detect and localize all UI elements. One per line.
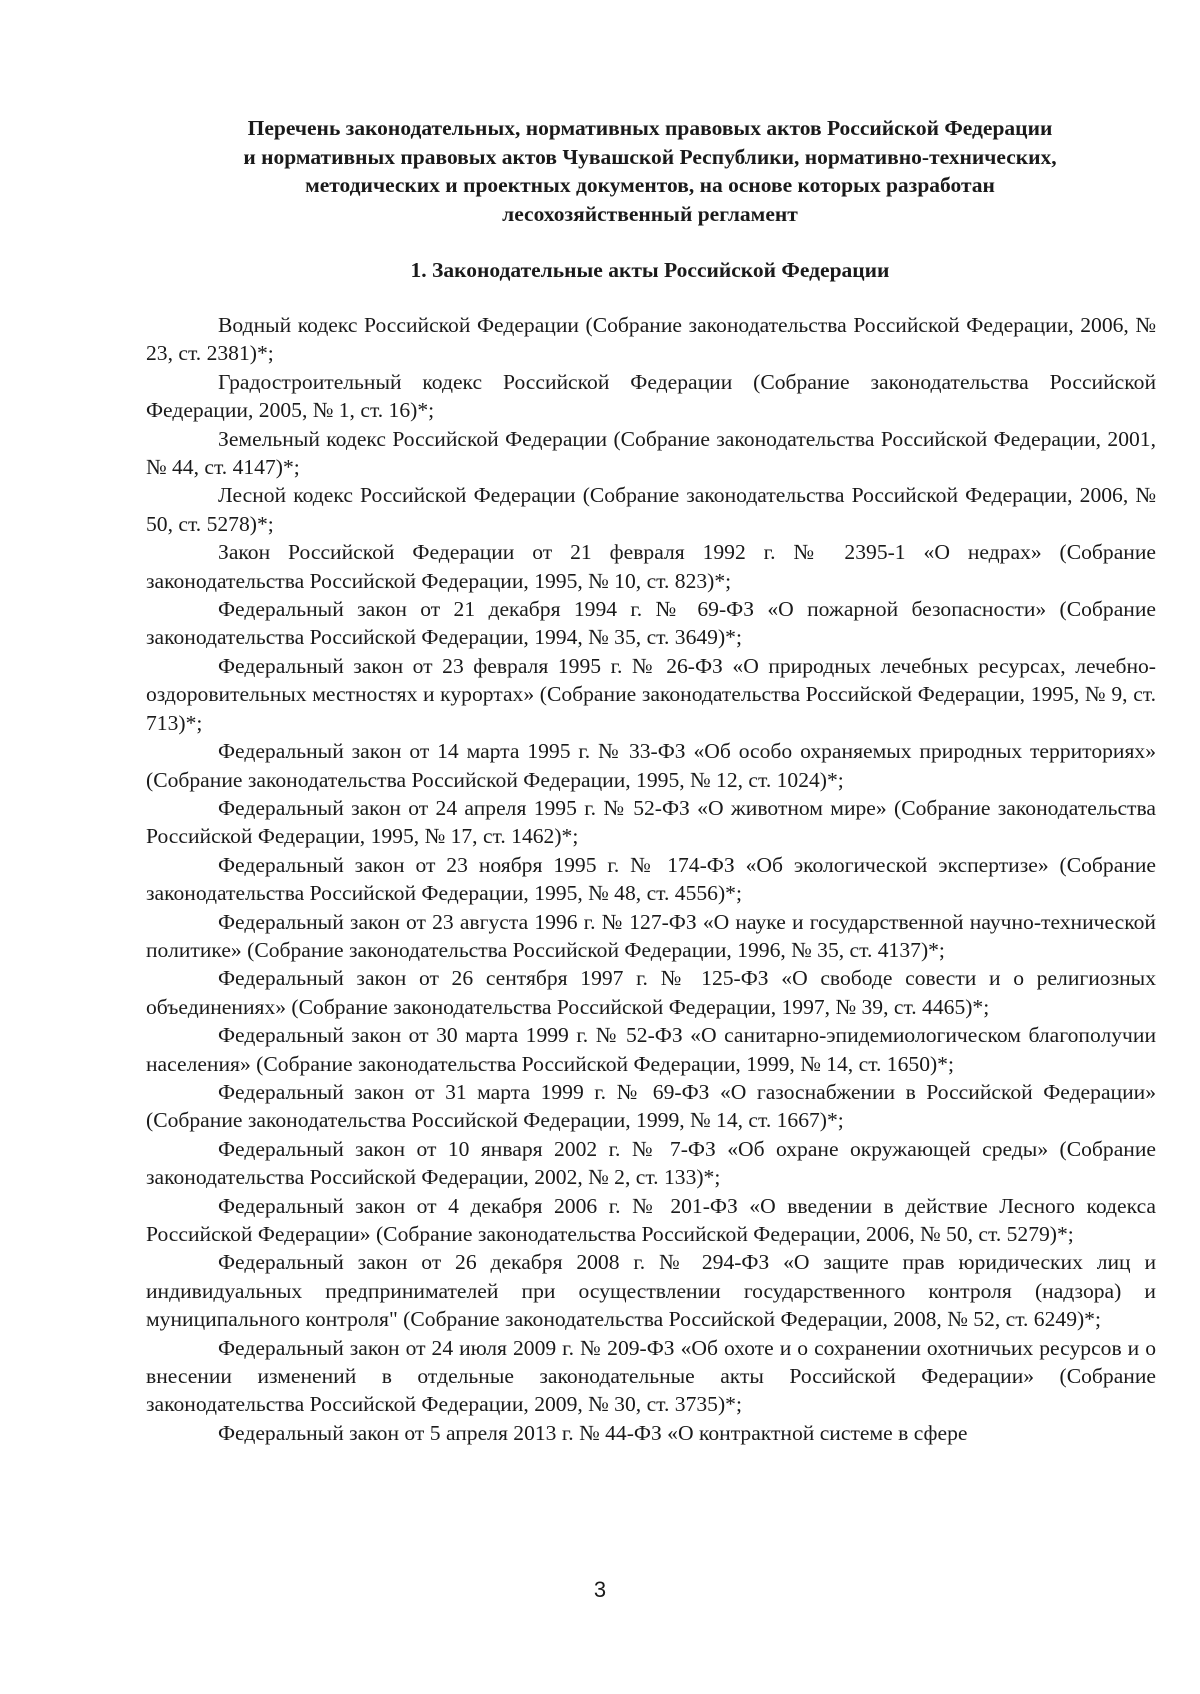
list-item: Федеральный закон от 30 марта 1999 г. № 52-ФЗ «О санитарно-эпидемиологическом благополучии населения» (Собрание законодательства Российской Федерации, 1999, № 14, ст. 1650)*; <box>146 1023 1156 1076</box>
list-item: Федеральный закон от 23 февраля 1995 г. № 26-ФЗ «О природных лечебных ресурсах, лечебно-оздоровительных местностях и курортах» (Собрание законодательства Российской Федерации, 1995, № 9, ст. 713)*; <box>146 653 1156 735</box>
list-item: Федеральный закон от 4 декабря 2006 г. № 201-ФЗ «О введении в действие Лесного кодекса Российской Федерации» (Собрание законодательства Российской Федерации, 2006, № 50, ст. 5279)*; <box>146 1193 1156 1246</box>
list-item: Лесной кодекс Российской Федерации (Собрание законодательства Российской Федерации, 2006, № 50, ст. 5278)*; <box>146 483 1156 536</box>
list-item: Федеральный закон от 26 сентября 1997 г. № 125-ФЗ «О свободе совести и о религиозных объединениях» (Собрание законодательства Российской Федерации, 1997, № 39, ст. 4465)*; <box>146 966 1156 1019</box>
title-line: методических и проектных документов, на основе которых разработан <box>305 173 995 197</box>
title-line: лесохозяйственный регламент <box>502 201 798 226</box>
list-item: Федеральный закон от 23 августа 1996 г. № 127-ФЗ «О науке и государственной научно-технической политике» (Собрание законодательства Российской Федерации, 1996, № 35, ст. 4137)*; <box>146 909 1156 962</box>
list-item: Федеральный закон от 31 марта 1999 г. № 69-ФЗ «О газоснабжении в Российской Федерации» (Собрание законодательства Российской Федерации, 1999, № 14, ст. 1667)*; <box>146 1079 1156 1133</box>
list-item: Федеральный закон от 24 июля 2009 г. № 209-ФЗ «Об охоте и о сохранении охотничьих ресурсов и о внесении изменений в отдельные законодательные акты Российской Федерации» (Собрание законодательства Российской Федерации, 2009, № 30, ст. 3735)*; <box>146 1335 1156 1417</box>
list-item: Федеральный закон от 23 ноября 1995 г. № 174-ФЗ «Об экологической экспертизе» (Собрание законодательства Российской Федерации, 1995, № 48, ст. 4556)*; <box>146 852 1156 906</box>
list-item: Закон Российской Федерации от 21 февраля 1992 г. № 2395-1 «О недрах» (Собрание законодательства Российской Федерации, 1995, № 10, ст. 823)*; <box>146 540 1156 593</box>
list-item: Федеральный закон от 21 декабря 1994 г. № 69-ФЗ «О пожарной безопасности» (Собрание законодательства Российской Федерации, 1994, № 35, ст. 3649)*; <box>146 597 1156 650</box>
list-item: Водный кодекс Российской Федерации (Собрание законодательства Российской Федерации, 2006, № 23, ст. 2381)*; <box>146 313 1156 366</box>
title-line: и нормативных правовых актов Чувашской Республики, нормативно-технических, <box>243 144 1057 169</box>
list-item: Земельный кодекс Российской Федерации (Собрание законодательства Российской Федерации, 2001, № 44, ст. 4147)*; <box>146 426 1156 480</box>
list-item: Федеральный закон от 24 апреля 1995 г. № 52-ФЗ «О животном мире» (Собрание законодательства Российской Федерации, 1995, № 17, ст. 1462)*; <box>146 795 1156 849</box>
legislation-list <box>146 311 1156 1447</box>
page-number: 3 <box>593 1577 607 1602</box>
list-item: Градостроительный кодекс Российской Федерации (Собрание законодательства Российской Федерации, 2005, № 1, ст. 16)*; <box>146 369 1156 423</box>
title-line: Перечень законодательных, нормативных правовых актов Российской Федерации <box>247 116 1053 140</box>
list-item: Федеральный закон от 26 декабря 2008 г. № 294-ФЗ «О защите прав юридических лиц и индивидуальных предпринимателей при осуществлении государственного контроля (надзора) и муниципального контроля" (Собрание законодательства Российской Федерации, 2008, № 52, ст. 6249)*; <box>146 1250 1156 1332</box>
list-item: Федеральный закон от 10 января 2002 г. № 7-ФЗ «Об охране окружающей среды» (Собрание законодательства Российской Федерации, 2002, № 2, ст. 133)*; <box>146 1136 1156 1190</box>
list-item: Федеральный закон от 5 апреля 2013 г. № 44-ФЗ «О контрактной системе в сфере <box>218 1420 968 1445</box>
list-item: Федеральный закон от 14 марта 1995 г. № 33-ФЗ «Об особо охраняемых природных территориях» (Собрание законодательства Российской Федерации, 1995, № 12, ст. 1024)*; <box>146 739 1156 792</box>
document-title <box>150 114 1150 228</box>
section-heading: 1. Законодательные акты Российской Федерации <box>410 258 890 282</box>
